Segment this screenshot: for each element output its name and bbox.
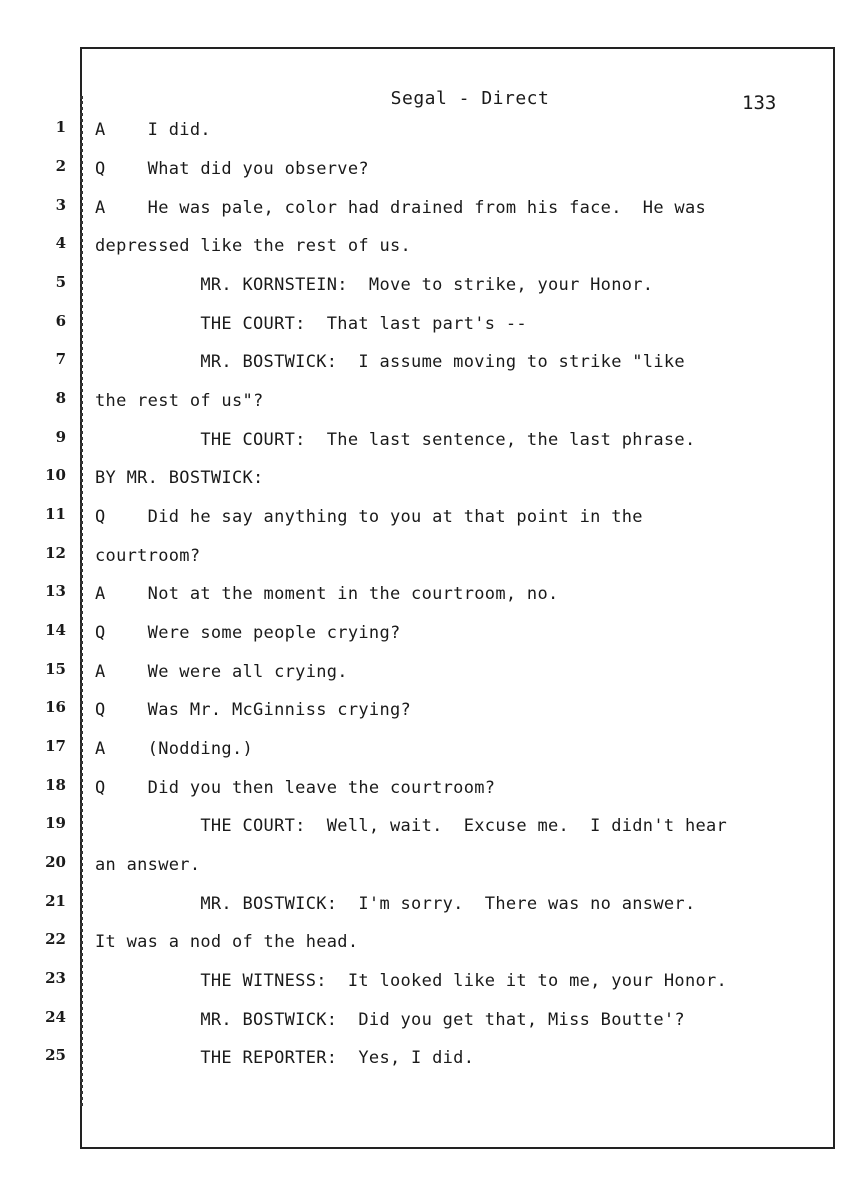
transcript-line: THE COURT: Well, wait. Excuse me. I didn't hear bbox=[95, 816, 728, 836]
line-number: 1 bbox=[55, 118, 66, 136]
line-number: 16 bbox=[45, 698, 66, 716]
page-number: 133 bbox=[742, 92, 777, 114]
line-number: 13 bbox=[45, 582, 66, 600]
line-number: 22 bbox=[45, 930, 66, 948]
transcript-line: Q Were some people crying? bbox=[95, 623, 401, 643]
transcript-line: A Not at the moment in the courtroom, no. bbox=[95, 584, 559, 604]
line-number: 23 bbox=[45, 969, 66, 987]
transcript-line: MR. BOSTWICK: I'm sorry. There was no answer. bbox=[95, 894, 696, 914]
transcript-line: THE COURT: The last sentence, the last phrase. bbox=[95, 430, 696, 450]
line-number: 4 bbox=[55, 234, 66, 252]
page-title: Segal - Direct bbox=[390, 88, 550, 109]
line-number: 8 bbox=[55, 389, 66, 407]
margin-rule bbox=[80, 96, 83, 1106]
transcript-line: It was a nod of the head. bbox=[95, 932, 359, 952]
line-number: 17 bbox=[45, 737, 66, 755]
transcript-line: courtroom? bbox=[95, 546, 201, 566]
transcript-line: A I did. bbox=[95, 120, 211, 140]
line-number: 7 bbox=[55, 350, 66, 368]
transcript-line: Q Did he say anything to you at that point in the bbox=[95, 507, 643, 527]
line-number: 14 bbox=[45, 621, 66, 639]
transcript-line: the rest of us"? bbox=[95, 391, 264, 411]
line-number: 11 bbox=[45, 505, 66, 523]
transcript-line: MR. BOSTWICK: I assume moving to strike "like bbox=[95, 352, 685, 372]
line-number: 24 bbox=[45, 1008, 66, 1026]
transcript-line: BY MR. BOSTWICK: bbox=[95, 468, 264, 488]
transcript-line: A He was pale, color had drained from his face. He was bbox=[95, 198, 707, 218]
transcript-line: THE WITNESS: It looked like it to me, your Honor. bbox=[95, 971, 728, 991]
transcript-line: Q Was Mr. McGinniss crying? bbox=[95, 700, 412, 720]
transcript-line: A (Nodding.) bbox=[95, 739, 254, 759]
line-number: 3 bbox=[55, 196, 66, 214]
transcript-line: Q What did you observe? bbox=[95, 159, 369, 179]
line-number: 10 bbox=[45, 466, 66, 484]
transcript-line: an answer. bbox=[95, 855, 201, 875]
line-number: 21 bbox=[45, 892, 66, 910]
transcript-line: MR. BOSTWICK: Did you get that, Miss Boutte'? bbox=[95, 1010, 685, 1030]
line-number: 2 bbox=[55, 157, 66, 175]
line-number: 12 bbox=[45, 544, 66, 562]
transcript-line: A We were all crying. bbox=[95, 662, 348, 682]
line-number: 15 bbox=[45, 660, 66, 678]
transcript-line: Q Did you then leave the courtroom? bbox=[95, 778, 496, 798]
transcript-line: depressed like the rest of us. bbox=[95, 236, 412, 256]
line-number: 18 bbox=[45, 776, 66, 794]
line-number: 6 bbox=[55, 312, 66, 330]
line-number: 19 bbox=[45, 814, 66, 832]
transcript-line: THE COURT: That last part's -- bbox=[95, 314, 527, 334]
line-number: 20 bbox=[45, 853, 66, 871]
line-number: 5 bbox=[55, 273, 66, 291]
transcript-line: THE REPORTER: Yes, I did. bbox=[95, 1048, 475, 1068]
transcript-line: MR. KORNSTEIN: Move to strike, your Honor. bbox=[95, 275, 654, 295]
line-number: 25 bbox=[45, 1046, 66, 1064]
line-number: 9 bbox=[55, 428, 66, 446]
